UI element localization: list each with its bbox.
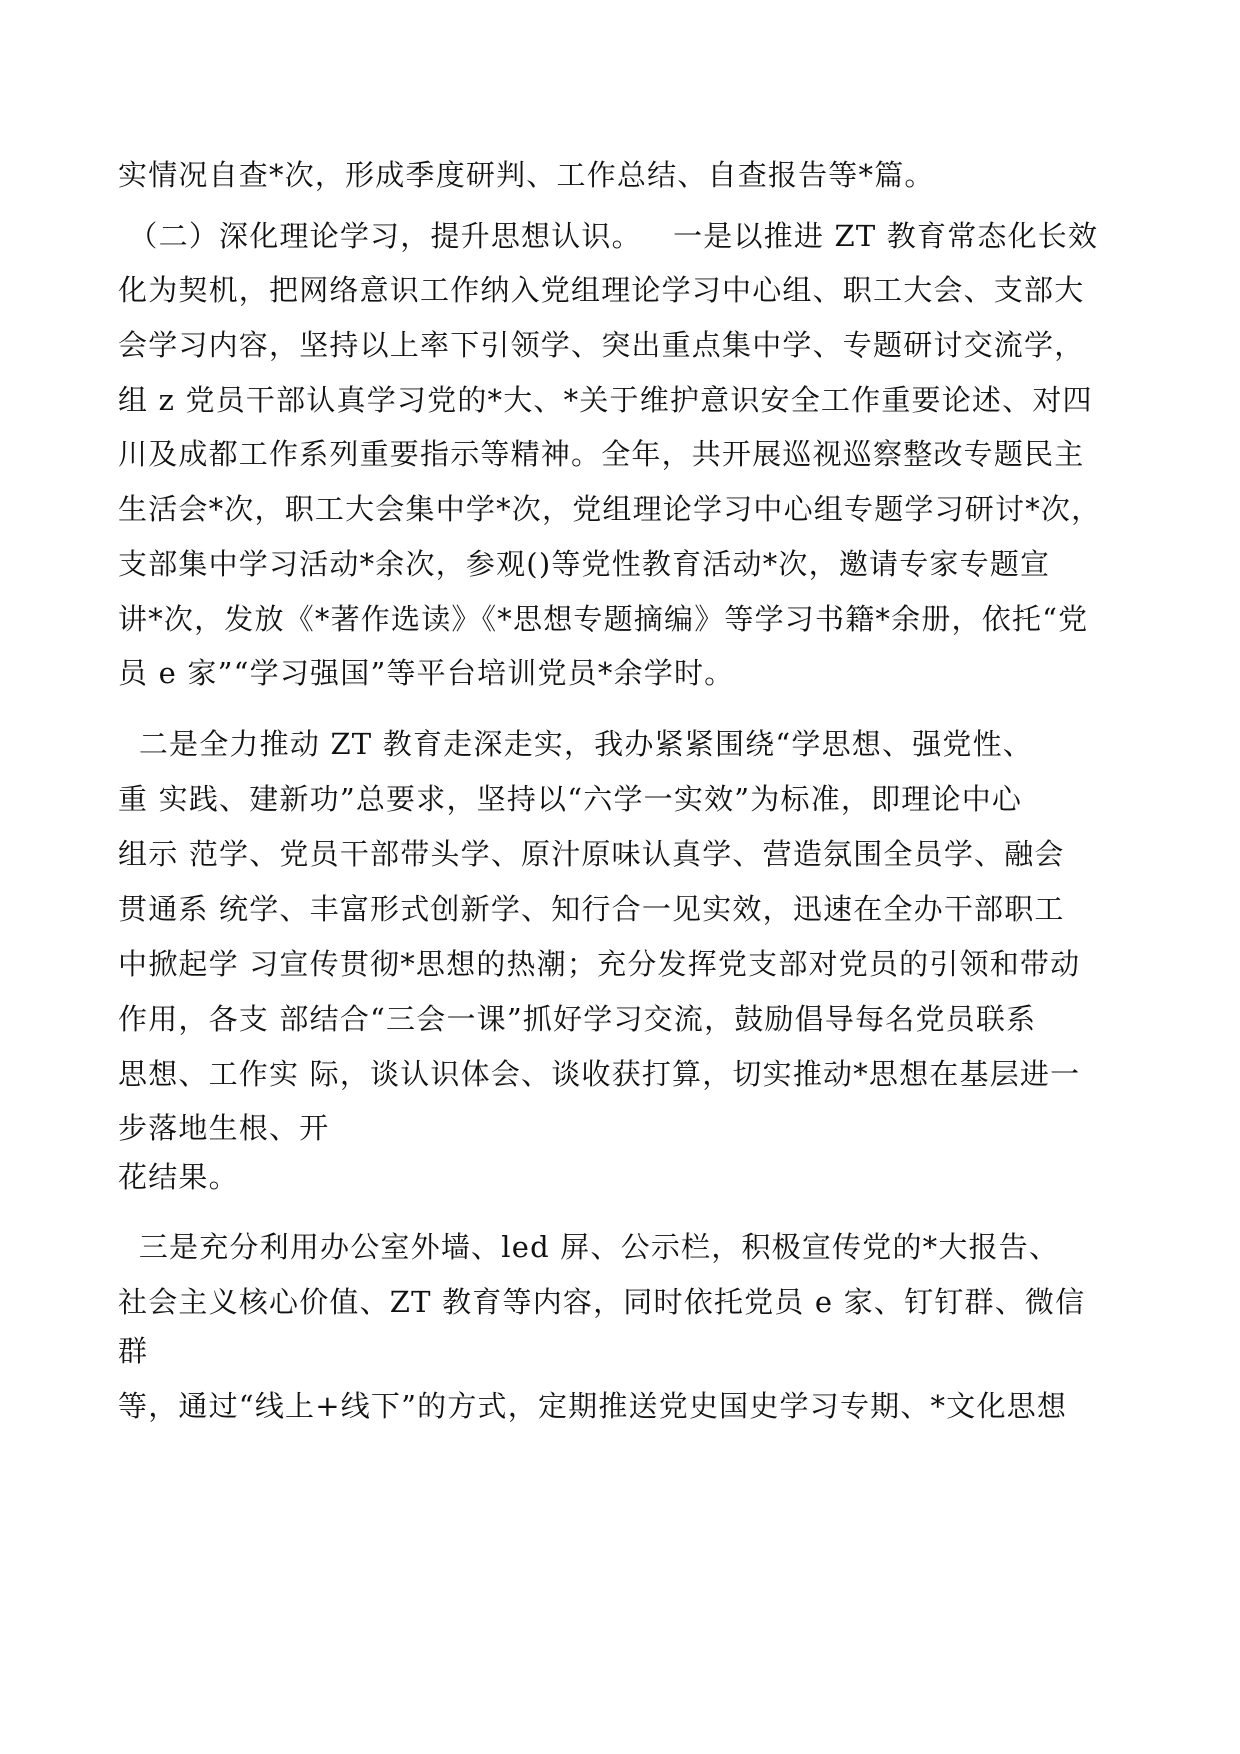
text-line: 支部集中学习活动*余次，参观()等党性教育活动*次，邀请专家专题宣	[118, 547, 1051, 581]
text-line: （二）深化理论学习，提升思想认识。 一是以推进 ZT 教育常态化长效	[118, 219, 1099, 253]
text-line: 川及成都工作系列重要指示等精神。全年，共开展巡视巡察整改专题民主	[118, 437, 1085, 471]
text-line: 生活会*次，职工大会集中学*次，党组理论学习中心组专题学习研讨*次，	[118, 492, 1102, 526]
text-line: 贯通系 统学、丰富形式创新学、知行合一见实效，迅速在全办干部职工	[118, 892, 1065, 926]
text-line: 花结果。	[118, 1160, 239, 1194]
text-line: 实情况自查*次，形成季度研判、工作总结、自查报告等*篇。	[118, 158, 935, 192]
text-line: 思想、工作实 际，谈认识体会、谈收获打算，切实推动*思想在基层进一	[118, 1057, 1081, 1091]
text-line: 二是全力推动 ZT 教育走深走实，我办紧紧围绕“学思想、强党性、	[118, 727, 1033, 761]
text-line: 组示 范学、党员干部带头学、原汁原味认真学、营造氛围全员学、融会	[118, 837, 1065, 871]
text-line: 群	[118, 1334, 149, 1368]
text-line: 重 实践、建新功”总要求，坚持以“六学一实效”为标准，即理论中心	[118, 782, 1023, 816]
text-line: 步落地生根、开	[118, 1111, 330, 1145]
text-line: 社会主义核心价值、ZT 教育等内容，同时依托党员 e 家、钉钉群、微信	[118, 1285, 1086, 1319]
text-line: 作用，各支 部结合“三会一课”抓好学习交流，鼓励倡导每名党员联系	[118, 1002, 1037, 1036]
text-line: 员 e 家”“学习强国”等平台培训党员*余学时。	[118, 656, 735, 690]
text-line: 中掀起学 习宣传贯彻*思想的热潮；充分发挥党支部对党员的引领和带动	[118, 947, 1081, 981]
text-line: 三是充分利用办公室外墙、led 屏、公示栏，积极宣传党的*大报告、	[118, 1230, 1060, 1264]
text-line: 讲*次，发放《*著作选读》《*思想专题摘编》等学习书籍*余册，依托“党	[118, 602, 1089, 636]
text-line: 会学习内容，坚持以上率下引领学、突出重点集中学、专题研讨交流学，	[118, 328, 1085, 362]
text-line: 等，通过“线上+线下”的方式，定期推送党史国史学习专期、*文化思想	[118, 1389, 1068, 1423]
text-line: 组 z 党员干部认真学习党的*大、*关于维护意识安全工作重要论述、对四	[118, 383, 1093, 417]
text-line: 化为契机，把网络意识工作纳入党组理论学习中心组、职工大会、支部大	[118, 273, 1085, 307]
